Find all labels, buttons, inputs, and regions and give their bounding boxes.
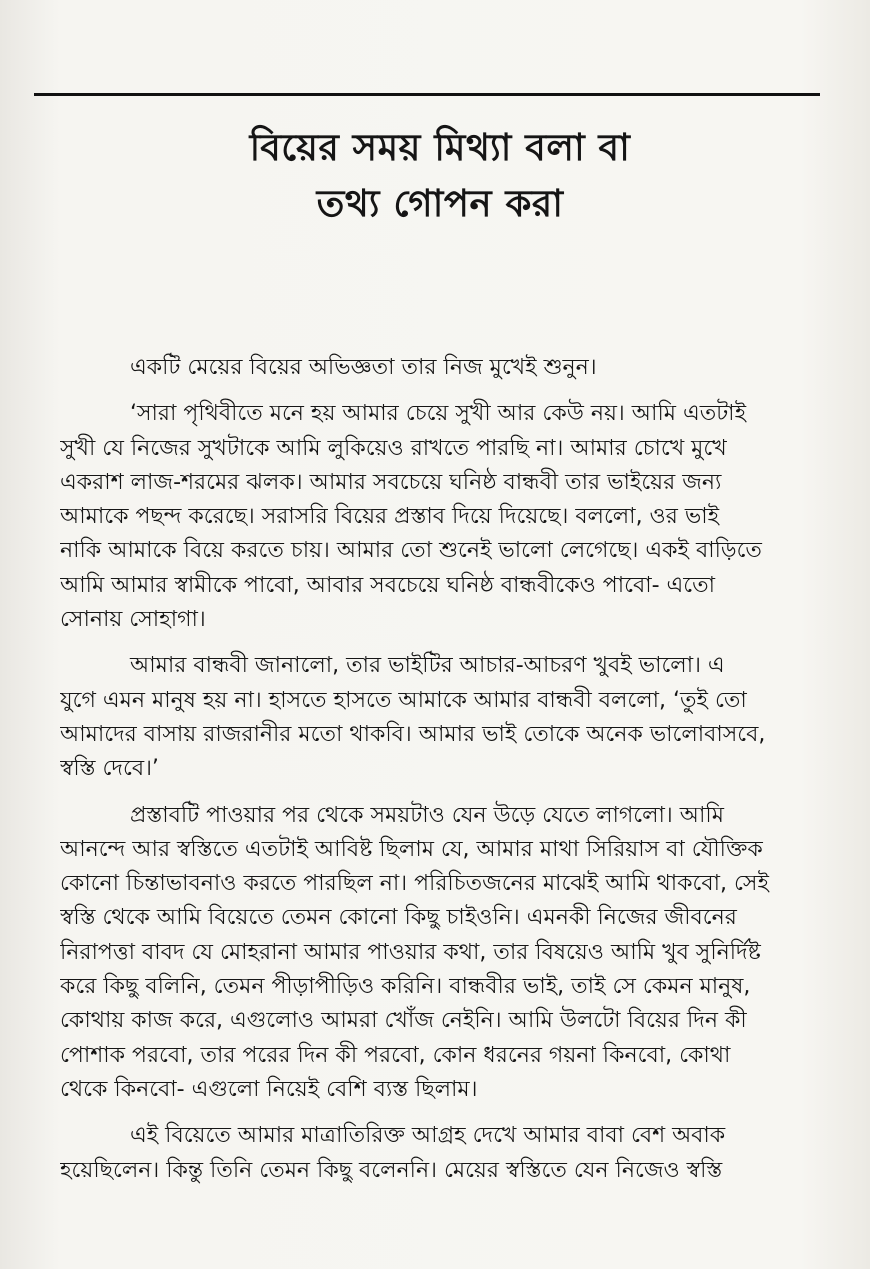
chapter-title-line-2: তথ্য গোপন করা [316, 182, 564, 225]
chapter-title [60, 120, 820, 232]
text-line: স্বস্তি থেকে আমি বিয়েতে তেমন কোনো কিছু চাইওনি। এমনকী নিজের জীবনের [60, 905, 737, 931]
chapter-body [60, 351, 820, 1200]
text-line: কোথায় কাজ করে, এগুলোও আমরা খোঁজ নেইনি। আমি উলটো বিয়ের দিন কী [60, 1008, 747, 1034]
text-line: স্বস্তি দেবে।’ [60, 756, 159, 782]
text-line: আমি আমার স্বামীকে পাবো, আবার সবচেয়ে ঘনিষ্ঠ বান্ধবীকেও পাবো- এতো [60, 572, 715, 598]
paragraph-4 [60, 799, 820, 1108]
paragraph-3 [60, 649, 820, 786]
chapter-title-line-1: বিয়ের সময় মিথ্যা বলা বা [249, 126, 631, 169]
text-line: থেকে কিনবো- এগুলো নিয়েই বেশি ব্যস্ত ছিলাম। [60, 1076, 478, 1102]
text-line: সোনায় সোহাগা। [60, 607, 206, 633]
text-line: আমাকে পছন্দ করেছে। সরাসরি বিয়ের প্রস্তাব দিয়ে দিয়েছে। বললো, ওর ভাই [60, 504, 720, 530]
text-line: কোনো চিন্তাভাবনাও করতে পারছিল না। পরিচিতজনের মাঝেই আমি থাকবো, সেই [60, 871, 769, 897]
text-line: একটি মেয়ের বিয়ের অভিজ্ঞতা তার নিজ মুখেই শুনুন। [130, 355, 597, 380]
header-rule [34, 93, 820, 96]
text-line: সুখী যে নিজের সুখটাকে আমি লুকিয়েও রাখতে পারছি না। আমার চোখে মুখে [60, 435, 727, 461]
paragraph-2 [60, 397, 820, 637]
text-line: নিরাপত্তা বাবদ যে মোহরানা আমার পাওয়ার কথা, তার বিষয়েও আমি খুব সুনির্দিষ্ট [60, 939, 761, 965]
paragraph-1 [60, 351, 820, 385]
text-line: আনন্দে আর স্বস্তিতে এতটাই আবিষ্ট ছিলাম যে, আমার মাথা সিরিয়াস বা যৌক্তিক [60, 836, 763, 862]
text-line: একরাশ লাজ-শরমের ঝলক। আমার সবচেয়ে ঘনিষ্ঠ বান্ধবী তার ভাইয়ের জন্য [60, 469, 722, 495]
text-line: আমার বান্ধবী জানালো, তার ভাইটির আচার-আচরণ খুবই ভালো। এ [130, 653, 725, 679]
text-line: আমাদের বাসায় রাজরানীর মতো থাকবি। আমার ভাই তোকে অনেক ভালোবাসবে, [60, 721, 766, 747]
text-line: প্রস্তাবটি পাওয়ার পর থেকে সময়টাও যেন উড়ে যেতে লাগলো। আমি [130, 802, 724, 828]
paragraph-5 [60, 1119, 820, 1188]
text-line: এই বিয়েতে আমার মাত্রাতিরিক্ত আগ্রহ দেখে আমার বাবা বেশ অবাক [130, 1123, 726, 1149]
text-line: নাকি আমাকে বিয়ে করতে চায়। আমার তো শুনেই ভালো লেগেছে। একই বাড়িতে [60, 538, 762, 564]
text-line: করে কিছু বলিনি, তেমন পীড়াপীড়িও করিনি। বান্ধবীর ভাই, তাই সে কেমন মানুষ, [60, 974, 751, 1000]
text-line: ‘সারা পৃথিবীতে মনে হয় আমার চেয়ে সুখী আর কেউ নয়। আমি এতটাই [130, 401, 747, 427]
text-line: হয়েছিলেন। কিন্তু তিনি তেমন কিছু বলেননি। মেয়ের স্বস্তিতে যেন নিজেও স্বস্তি [60, 1157, 723, 1183]
text-line: পোশাক পরবো, তার পরের দিন কী পরবো, কোন ধরনের গয়না কিনবো, কোথা [60, 1042, 731, 1068]
text-line: যুগে এমন মানুষ হয় না। হাসতে হাসতে আমাকে আমার বান্ধবী বললো, ‘তুই তো [60, 687, 747, 713]
